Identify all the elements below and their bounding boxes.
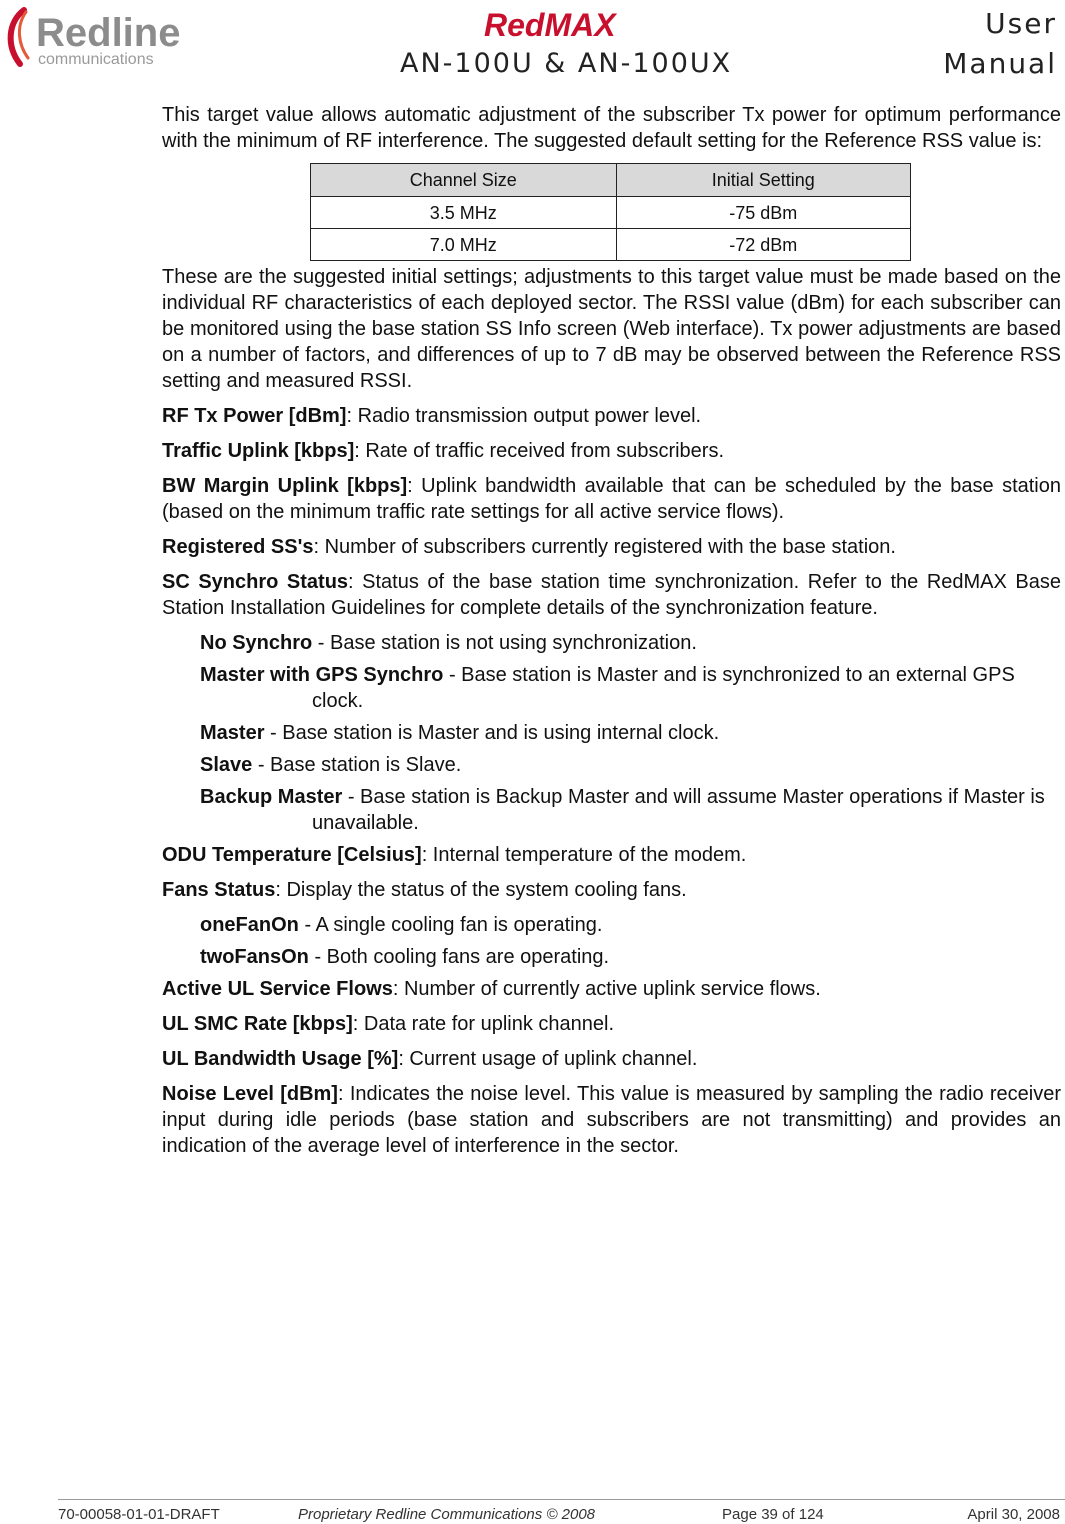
table-cell: -72 dBm: [616, 229, 910, 261]
synchro-desc: - Base station is Master and is synchronized to an external GPS clock.: [312, 664, 1015, 712]
definition-item: [162, 438, 1061, 464]
synchro-term: Slave: [200, 754, 253, 776]
table-header: Initial Setting: [616, 164, 910, 197]
definition-item: [162, 842, 1061, 868]
table-header: Channel Size: [311, 164, 617, 197]
footer-page-number: Page 39 of 124: [722, 1506, 824, 1523]
fan-term: oneFanOn: [200, 914, 299, 936]
definition-desc: : Status of the base station time synchronization. Refer to the RedMAX Base Station Installation Guidelines for complete details of the synchronization feature.: [162, 571, 1061, 619]
fan-option: [200, 912, 1061, 938]
model-title: AN-100U & AN-100UX: [400, 48, 733, 79]
synchro-desc: - Base station is Master and is using internal clock.: [264, 722, 720, 744]
definition-term: SC Synchro Status: [162, 571, 349, 593]
footer-divider: [58, 1499, 1065, 1500]
doc-type-line2: Manual: [943, 47, 1057, 80]
synchro-option: [200, 784, 1061, 836]
synchro-term: Master: [200, 722, 265, 744]
definition-desc: : Uplink bandwidth available that can be scheduled by the base station (based on the minimum traffic rate settings for all active service flows).: [162, 475, 1061, 523]
table-cell: 7.0 MHz: [311, 229, 617, 261]
fan-option: [200, 944, 1061, 970]
redline-logo: [6, 2, 216, 74]
redmax-logo-text: RedMAX: [484, 8, 616, 40]
fan-desc: - Both cooling fans are operating.: [308, 946, 610, 968]
definition-term: UL SMC Rate [kbps]: [162, 1013, 353, 1035]
synchro-option: [200, 630, 1061, 656]
definition-term: UL Bandwidth Usage [%]: [162, 1048, 399, 1070]
after-table-paragraph: These are the suggested initial settings; adjustments to this target value must be made based on the individual RF characteristics of each deployed sector. The RSSI value (dBm) for each subscriber can be monitored using the base station SS Info screen (Web interface). Tx power adjustments are based on a number of factors, and differences of up to 7 dB may be observed between the Reference RSS setting and measured RSSI.: [162, 266, 1061, 392]
definition-desc: : Data rate for uplink channel.: [352, 1013, 615, 1035]
page-body: [162, 102, 1061, 1168]
definition-desc: : Number of subscribers currently registered with the base station.: [313, 536, 896, 558]
table-header-row: [311, 164, 911, 197]
definition-desc: : Internal temperature of the modem.: [421, 844, 747, 866]
definition-term: Noise Level [dBm]: [162, 1083, 338, 1105]
table-row: [311, 229, 911, 261]
synchro-term: No Synchro: [200, 632, 313, 654]
definition-term: Traffic Uplink [kbps]: [162, 440, 355, 462]
synchro-term: Backup Master: [200, 786, 343, 808]
definition-desc: : Number of currently active uplink service flows.: [392, 978, 821, 1000]
synchro-option: [200, 720, 1061, 746]
definition-item: [162, 403, 1061, 429]
definition-item: [162, 1046, 1061, 1072]
definition-term: BW Margin Uplink [kbps]: [162, 475, 408, 497]
definition-desc: : Indicates the noise level. This value is measured by sampling the radio receiver input during idle periods (base station and subscribers are not transmitting) and provides an indication of the average level of interference in the sector.: [162, 1083, 1061, 1157]
synchro-desc: - Base station is Backup Master and will assume Master operations if Master is unavailable.: [312, 786, 1045, 834]
logo-text: Redline: [36, 11, 181, 55]
definition-item: [162, 534, 1061, 560]
intro-paragraph: This target value allows automatic adjustment of the subscriber Tx power for optimum performance with the minimum of RF interference. The suggested default setting for the Reference RSS value is:: [162, 104, 1061, 152]
synchro-desc: - Base station is Slave.: [252, 754, 462, 776]
definition-term: Registered SS's: [162, 536, 314, 558]
redmax-logo: [484, 8, 684, 40]
footer-date: April 30, 2008: [967, 1506, 1060, 1523]
definition-term: RF Tx Power [dBm]: [162, 405, 347, 427]
definition-desc: : Radio transmission output power level.: [346, 405, 702, 427]
synchro-option: [200, 752, 1061, 778]
definition-desc: : Rate of traffic received from subscribers.: [354, 440, 725, 462]
table-cell: -75 dBm: [616, 197, 910, 229]
doc-type-line1: User: [985, 7, 1057, 40]
footer-copyright: Proprietary Redline Communications © 2008: [298, 1506, 596, 1523]
footer-doc-id: 70-00058-01-01-DRAFT: [58, 1506, 220, 1523]
logo-subtext: communications: [38, 51, 154, 68]
doc-type: [943, 4, 1057, 84]
definition-term: ODU Temperature [Celsius]: [162, 844, 422, 866]
definition-item: [162, 1011, 1061, 1037]
definition-item: [162, 473, 1061, 525]
definition-term: Active UL Service Flows: [162, 978, 393, 1000]
definition-item: [162, 1081, 1061, 1159]
definition-item: [162, 569, 1061, 621]
synchro-option: [200, 662, 1061, 714]
synchro-desc: - Base station is not using synchronization.: [312, 632, 697, 654]
definition-desc: : Display the status of the system cooling fans.: [275, 879, 687, 901]
definition-desc: : Current usage of uplink channel.: [398, 1048, 698, 1070]
reference-rss-table: [310, 163, 911, 261]
definition-term: Fans Status: [162, 879, 276, 901]
table-row: [311, 197, 911, 229]
definition-item: [162, 976, 1061, 1002]
page-header: [0, 0, 1065, 90]
fan-term: twoFansOn: [200, 946, 309, 968]
synchro-term: Master with GPS Synchro: [200, 664, 444, 686]
definition-item: [162, 877, 1061, 903]
fan-desc: - A single cooling fan is operating.: [298, 914, 603, 936]
table-cell: 3.5 MHz: [311, 197, 617, 229]
